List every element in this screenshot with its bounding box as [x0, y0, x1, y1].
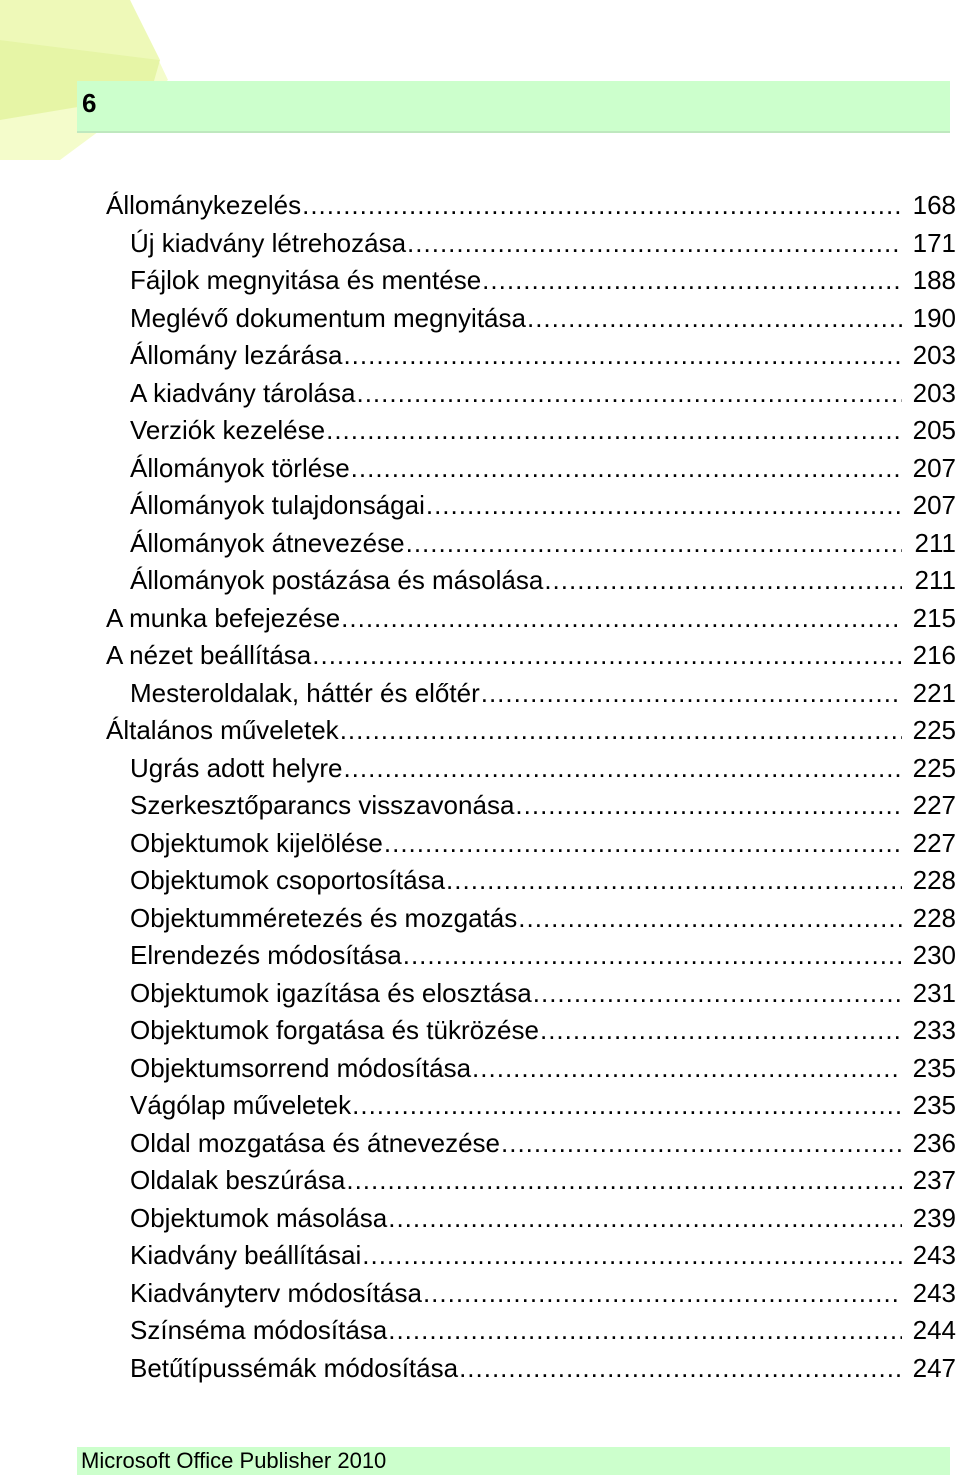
toc-entry-title: A munka befejezése: [106, 602, 341, 633]
toc-dot-leader: [423, 1275, 902, 1313]
toc-entry-title: Állománykezelés: [106, 190, 302, 220]
toc-entry-page: 235: [912, 1052, 956, 1083]
toc-entry-page: 247: [912, 1352, 956, 1383]
toc-dot-leader: [343, 750, 902, 788]
toc-entry-page: 225: [912, 715, 956, 745]
toc-dot-leader: [406, 525, 902, 563]
toc-entry-page: 221: [912, 677, 956, 708]
toc-dot-leader: [527, 300, 902, 338]
toc-entry-title: Objektumok forgatása és tükrözése: [130, 1015, 539, 1045]
toc-entry[interactable]: [0, 937, 960, 975]
toc-entry-page: 216: [912, 640, 956, 670]
toc-entry-title: Kiadvány beállításai: [130, 1240, 362, 1270]
toc-dot-leader: [341, 600, 902, 638]
toc-entry[interactable]: [0, 637, 960, 675]
toc-dot-leader: [388, 1200, 902, 1238]
toc-entry-page: 211: [914, 527, 956, 558]
toc-entry-title: Objektumok igazítása és elosztása: [130, 977, 532, 1008]
toc-dot-leader: [403, 937, 902, 975]
toc-entry-title: Mesteroldalak, háttér és előtér: [130, 677, 480, 708]
toc-entry[interactable]: [0, 1162, 960, 1200]
toc-dot-leader: [388, 1312, 902, 1350]
toc-entry-title: Állományok postázása és másolása: [130, 565, 544, 595]
toc-entry-title: A kiadvány tárolása: [130, 377, 356, 408]
toc-entry-title: Objektumok másolása: [130, 1202, 388, 1233]
toc-entry[interactable]: [0, 1275, 960, 1313]
toc-dot-leader: [340, 712, 902, 750]
toc-entry[interactable]: [0, 1350, 960, 1388]
toc-entry[interactable]: [0, 1125, 960, 1163]
toc-dot-leader: [544, 562, 902, 600]
toc-dot-leader: [446, 862, 902, 900]
toc-entry-page: 228: [912, 865, 956, 895]
toc-entry-title: Általános műveletek: [106, 715, 339, 745]
toc-entry-page: 190: [912, 302, 956, 333]
toc-dot-leader: [362, 1237, 902, 1275]
page-number: 6: [82, 88, 97, 118]
toc-entry-page: 228: [912, 902, 956, 933]
toc-entry[interactable]: [0, 1012, 960, 1050]
toc-entry[interactable]: [0, 187, 960, 225]
toc-entry-page: 203: [912, 377, 956, 408]
toc-dot-leader: [515, 787, 902, 825]
toc-entry-page: 244: [912, 1315, 956, 1345]
toc-entry-title: A nézet beállítása: [106, 640, 312, 670]
toc-entry-page: 237: [912, 1165, 956, 1195]
toc-entry-page: 205: [912, 415, 956, 445]
toc-entry[interactable]: [0, 825, 960, 863]
toc-entry-title: Új kiadvány létrehozása: [130, 227, 407, 258]
toc-entry[interactable]: [0, 1312, 960, 1350]
toc-entry[interactable]: [0, 1050, 960, 1088]
toc-dot-leader: [533, 975, 902, 1013]
toc-dot-leader: [426, 487, 902, 525]
toc-dot-leader: [481, 675, 902, 713]
toc-entry-page: 211: [914, 565, 956, 595]
toc-entry-page: 188: [912, 265, 956, 295]
toc-entry[interactable]: [0, 487, 960, 525]
toc-dot-leader: [407, 225, 902, 263]
toc-entry[interactable]: [0, 862, 960, 900]
toc-dot-leader: [352, 1087, 902, 1125]
toc-entry[interactable]: [0, 712, 960, 750]
toc-entry-title: Elrendezés módosítása: [130, 940, 402, 970]
toc-entry[interactable]: [0, 675, 960, 713]
toc-entry[interactable]: [0, 262, 960, 300]
toc-entry-page: 171: [912, 227, 956, 258]
toc-entry-title: Állományok törlése: [130, 452, 350, 483]
toc-entry-page: 233: [912, 1015, 956, 1045]
toc-entry-page: 243: [912, 1277, 956, 1308]
toc-entry-title: Szerkesztőparancs visszavonása: [130, 790, 515, 820]
toc-entry-title: Fájlok megnyitása és mentése: [130, 265, 482, 295]
toc-entry-title: Állomány lezárása: [130, 340, 343, 370]
toc-entry[interactable]: [0, 375, 960, 413]
toc-entry[interactable]: [0, 450, 960, 488]
toc-dot-leader: [302, 187, 902, 225]
table-of-contents: [0, 187, 960, 1387]
toc-dot-leader: [312, 637, 902, 675]
toc-entry-page: 203: [912, 340, 956, 370]
toc-entry[interactable]: [0, 225, 960, 263]
toc-dot-leader: [351, 450, 902, 488]
toc-entry-title: Ugrás adott helyre: [130, 752, 343, 783]
toc-entry-page: 227: [912, 790, 956, 820]
toc-dot-leader: [518, 900, 902, 938]
toc-entry-title: Színséma módosítása: [130, 1315, 388, 1345]
toc-entry[interactable]: [0, 975, 960, 1013]
toc-dot-leader: [459, 1350, 902, 1388]
header-band: [77, 81, 950, 133]
toc-entry-page: 225: [912, 752, 956, 783]
toc-entry[interactable]: [0, 1237, 960, 1275]
toc-dot-leader: [384, 825, 902, 863]
toc-entry-title: Oldalak beszúrása: [130, 1165, 346, 1195]
toc-entry-title: Meglévő dokumentum megnyitása: [130, 302, 526, 333]
toc-entry[interactable]: [0, 525, 960, 563]
toc-entry-page: 227: [912, 827, 956, 858]
corner-decoration: [0, 0, 170, 160]
toc-entry-page: 243: [912, 1240, 956, 1270]
toc-entry[interactable]: [0, 1200, 960, 1238]
toc-entry[interactable]: [0, 900, 960, 938]
toc-entry-page: 235: [912, 1090, 956, 1120]
toc-entry-title: Objektumméretezés és mozgatás: [130, 902, 518, 933]
toc-entry-page: 207: [912, 452, 956, 483]
toc-entry-title: Betűtípussémák módosítása: [130, 1352, 459, 1383]
toc-entry-page: 239: [912, 1202, 956, 1233]
toc-dot-leader: [343, 337, 902, 375]
toc-entry[interactable]: [0, 337, 960, 375]
toc-entry-title: Objektumok kijelölése: [130, 827, 383, 858]
toc-entry-page: 236: [912, 1127, 956, 1158]
toc-entry[interactable]: [0, 300, 960, 338]
toc-entry-page: 215: [912, 602, 956, 633]
toc-dot-leader: [326, 412, 902, 450]
toc-entry-page: 231: [912, 977, 956, 1008]
toc-entry[interactable]: [0, 600, 960, 638]
toc-dot-leader: [356, 375, 902, 413]
toc-entry-title: Vágólap műveletek: [130, 1090, 352, 1120]
toc-entry-title: Állományok átnevezése: [130, 527, 405, 558]
toc-entry-page: 168: [912, 190, 956, 220]
toc-entry-page: 230: [912, 940, 956, 970]
toc-dot-leader: [346, 1162, 902, 1200]
toc-entry[interactable]: [0, 750, 960, 788]
toc-dot-leader: [482, 262, 902, 300]
toc-entry[interactable]: [0, 787, 960, 825]
toc-entry-page: 207: [912, 490, 956, 520]
toc-dot-leader: [472, 1050, 902, 1088]
toc-entry-title: Kiadványterv módosítása: [130, 1277, 422, 1308]
toc-entry-title: Oldal mozgatása és átnevezése: [130, 1127, 500, 1158]
footer-title: Microsoft Office Publisher 2010: [81, 1448, 387, 1473]
toc-entry[interactable]: [0, 562, 960, 600]
toc-entry-title: Verziók kezelése: [130, 415, 326, 445]
toc-entry-title: Állományok tulajdonságai: [130, 490, 425, 520]
toc-dot-leader: [540, 1012, 902, 1050]
toc-entry-title: Objektumok csoportosítása: [130, 865, 446, 895]
toc-entry[interactable]: [0, 412, 960, 450]
toc-dot-leader: [501, 1125, 902, 1163]
toc-entry-title: Objektumsorrend módosítása: [130, 1052, 472, 1083]
toc-entry[interactable]: [0, 1087, 960, 1125]
